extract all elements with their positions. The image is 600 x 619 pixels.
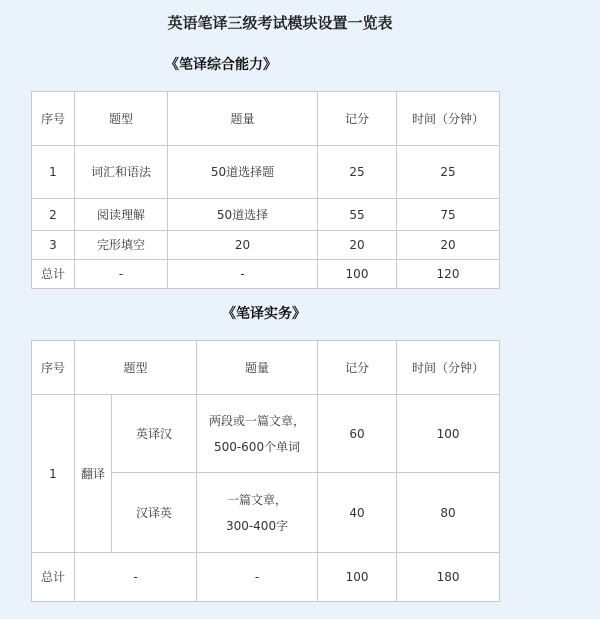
header-time: 时间（分钟）	[397, 341, 500, 395]
header-index: 序号	[32, 92, 75, 146]
translation-practice-table	[31, 340, 500, 602]
header-score: 记分	[318, 92, 397, 146]
cell-score: 20	[318, 231, 397, 260]
cell-index: 总计	[32, 260, 75, 289]
cell-index: 3	[32, 231, 75, 260]
table-row	[32, 146, 500, 199]
cell-index: 1	[32, 146, 75, 199]
cell-category: 翻译	[75, 395, 112, 553]
cell-amount: 50道选择	[168, 199, 318, 231]
cell-type: 汉译英	[112, 473, 197, 553]
cell-type: 英译汉	[112, 395, 197, 473]
cell-time: 80	[397, 473, 500, 553]
cell-time: 20	[397, 231, 500, 260]
cell-amount	[197, 395, 318, 473]
cell-score: 100	[318, 260, 397, 289]
table-row-total	[32, 553, 500, 602]
cell-time: 180	[397, 553, 500, 602]
cell-type: 阅读理解	[75, 199, 168, 231]
cell-amount: 50道选择题	[168, 146, 318, 199]
cell-type: 词汇和语法	[75, 146, 168, 199]
cell-amount: -	[168, 260, 318, 289]
table-row-total	[32, 260, 500, 289]
comprehensive-ability-table	[31, 91, 500, 289]
cell-amount: 20	[168, 231, 318, 260]
table-header-row	[32, 92, 500, 146]
header-type: 题型	[75, 341, 197, 395]
cell-type: -	[75, 260, 168, 289]
cell-score: 25	[318, 146, 397, 199]
cell-amount-line: 两段或一篇文章，	[209, 413, 306, 428]
header-amount: 题量	[197, 341, 318, 395]
cell-index: 总计	[32, 553, 75, 602]
cell-type: -	[75, 553, 197, 602]
cell-amount	[197, 473, 318, 553]
header-time: 时间（分钟）	[397, 92, 500, 146]
cell-score: 60	[318, 395, 397, 473]
header-amount: 题量	[168, 92, 318, 146]
table-header-row	[32, 341, 500, 395]
table-row	[32, 199, 500, 231]
cell-amount: -	[197, 553, 318, 602]
cell-score: 55	[318, 199, 397, 231]
cell-index: 2	[32, 199, 75, 231]
cell-time: 75	[397, 199, 500, 231]
header-type: 题型	[75, 92, 168, 146]
section-title-comprehensive: 《笔译综合能力》	[165, 57, 277, 73]
table-row	[32, 395, 500, 473]
page-title: 英语笔译三级考试模块设置一览表	[167, 14, 393, 32]
cell-type: 完形填空	[75, 231, 168, 260]
header-score: 记分	[318, 341, 397, 395]
cell-amount-line: 一篇文章，	[227, 492, 288, 507]
cell-index: 1	[32, 395, 75, 553]
cell-amount-line: 500-600个单词	[213, 439, 301, 454]
cell-time: 100	[397, 395, 500, 473]
cell-time: 25	[397, 146, 500, 199]
header-index: 序号	[32, 341, 75, 395]
table-row	[32, 231, 500, 260]
cell-score: 40	[318, 473, 397, 553]
cell-score: 100	[318, 553, 397, 602]
cell-time: 120	[397, 260, 500, 289]
section-title-practice: 《笔译实务》	[222, 306, 306, 322]
cell-amount-line: 300-400字	[225, 518, 289, 533]
